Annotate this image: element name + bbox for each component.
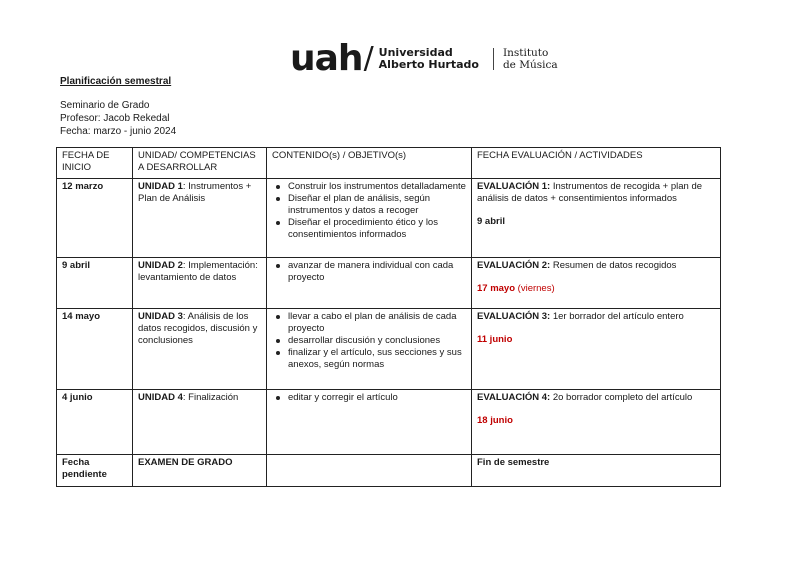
logo-institute-name [503, 47, 558, 71]
row-evaluation [472, 309, 721, 390]
due-date: 17 mayo [477, 283, 516, 294]
table-row [57, 258, 721, 309]
final-row-evaluation: Fin de semestre [472, 455, 721, 487]
unit-label: UNIDAD 2 [138, 260, 183, 271]
row-unit [133, 179, 267, 258]
evaluation-label: EVALUACIÓN 2: [477, 260, 551, 271]
evaluation-text: 1er borrador del artículo entero [550, 311, 684, 322]
list-item: avanzar de manera individual con cada proyecto [288, 260, 466, 284]
unit-text: : Finalización [182, 392, 239, 403]
unit-text: : Análisis de los datos recogidos, discusión y conclusiones [138, 311, 258, 346]
evaluation-text: 2o borrador completo del artículo [550, 392, 693, 403]
evaluation-label: EVALUACIÓN 1: [477, 181, 551, 192]
table-row [57, 390, 721, 455]
table-row [57, 309, 721, 390]
unit-label: UNIDAD 4 [138, 392, 183, 403]
logo-divider [493, 48, 494, 70]
logo-university-line2: Alberto Hurtado [378, 58, 479, 71]
unit-label: UNIDAD 1 [138, 181, 183, 192]
list-item: finalizar y el artículo, sus secciones y sus anexos, según normas [288, 347, 466, 371]
contents-list [272, 311, 466, 371]
logo-university-line1: Universidad [378, 46, 453, 59]
list-item: Diseñar el plan de análisis, según instrumentos y datos a recoger [288, 193, 466, 217]
row-unit [133, 390, 267, 455]
unit-label: UNIDAD 3 [138, 311, 183, 322]
row-contents [267, 179, 472, 258]
logo-institute-line1: Instituto [502, 47, 549, 59]
header-unit: UNIDAD/ COMPETENCIAS A DESARROLLAR [133, 148, 267, 179]
university-logo [290, 38, 558, 79]
row-evaluation [472, 179, 721, 258]
document-title: Planificación semestral [60, 76, 172, 87]
row-contents [267, 390, 472, 455]
final-row-contents [267, 455, 472, 487]
header-start-date: FECHA DE INICIO [57, 148, 133, 179]
list-item: llevar a cabo el plan de análisis de cada proyecto [288, 311, 466, 335]
header-evaluation: FECHA EVALUACIÓN / ACTIVIDADES [472, 148, 721, 179]
row-start-date: 9 abril [57, 258, 133, 309]
row-contents [267, 309, 472, 390]
date-range: Fecha: marzo - junio 2024 [60, 126, 177, 137]
list-item: desarrollar discusión y conclusiones [288, 335, 466, 347]
row-start-date: 14 mayo [57, 309, 133, 390]
table-row [57, 455, 721, 487]
row-evaluation [472, 258, 721, 309]
due-date: 18 junio [477, 415, 513, 426]
unit-text: : Instrumentos + Plan de Análisis [138, 181, 252, 204]
row-unit [133, 309, 267, 390]
logo-university-name [379, 47, 479, 71]
logo-slash: / [363, 41, 374, 76]
logo-mark: uah [290, 38, 363, 79]
row-evaluation [472, 390, 721, 455]
due-note: (viernes) [515, 283, 555, 294]
table-header-row [57, 148, 721, 179]
evaluation-text: Resumen de datos recogidos [550, 260, 677, 271]
row-start-date: 12 marzo [57, 179, 133, 258]
row-start-date: 4 junio [57, 390, 133, 455]
final-row-unit: EXAMEN DE GRADO [133, 455, 267, 487]
list-item: Construir los instrumentos detalladamente [288, 181, 466, 192]
evaluation-label: EVALUACIÓN 4: [477, 392, 551, 403]
due-date-line [477, 283, 715, 295]
course-name: Seminario de Grado [60, 100, 150, 111]
document-meta [60, 99, 176, 138]
unit-text: : Implementación: levantamiento de datos [138, 260, 258, 283]
evaluation-text: Instrumentos de recogida + plan de análisis de datos + consentimientos informados [477, 181, 703, 204]
list-item: Diseñar el procedimiento ético y los consentimientos informados [288, 217, 466, 241]
contents-list [272, 260, 466, 284]
planning-table [56, 147, 721, 487]
due-date: 9 abril [477, 216, 505, 227]
contents-list [272, 181, 466, 241]
list-item: editar y corregir el artículo [288, 392, 466, 404]
row-unit [133, 258, 267, 309]
due-date: 11 junio [477, 334, 513, 345]
evaluation-label: EVALUACIÓN 3: [477, 311, 551, 322]
contents-list [272, 392, 466, 404]
logo-institute-line2: de Música [502, 59, 558, 71]
final-row-date: Fecha pendiente [57, 455, 133, 487]
header-contents: CONTENIDO(s) / OBJETIVO(s) [267, 148, 472, 179]
professor-name: Profesor: Jacob Rekedal [60, 113, 170, 124]
row-contents [267, 258, 472, 309]
table-row [57, 179, 721, 258]
